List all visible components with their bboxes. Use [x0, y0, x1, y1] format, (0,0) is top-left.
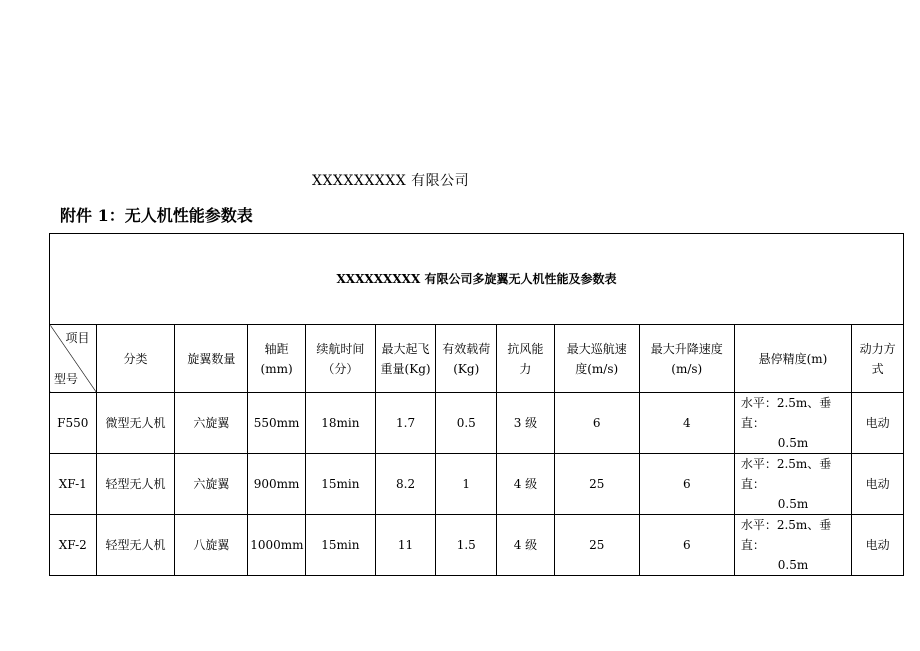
- cell-payload: 0.5: [436, 393, 497, 454]
- header-wind-resistance: [497, 325, 555, 393]
- hover-line-2: 0.5m: [777, 497, 809, 511]
- cell-payload: 1.5: [436, 515, 497, 576]
- cell-wheelbase: 550mm: [248, 393, 306, 454]
- cell-power: 电动: [852, 515, 904, 576]
- header-text: 最大巡航速: [566, 341, 627, 356]
- header-cruise-speed: [554, 325, 639, 393]
- header-text: (Kg): [453, 361, 480, 376]
- cell-cruise: 25: [554, 515, 639, 576]
- table-row: [50, 515, 904, 576]
- cell-climb: 4: [639, 393, 734, 454]
- header-payload: [436, 325, 497, 393]
- attachment-title: 附件 1：无人机性能参数表: [60, 206, 253, 225]
- header-text: 悬停精度(m): [758, 351, 828, 366]
- cell-takeoff-weight: 11: [375, 515, 436, 576]
- header-wheelbase: [248, 325, 306, 393]
- diagonal-header-cell: [50, 325, 97, 393]
- cell-wheelbase: 900mm: [248, 454, 306, 515]
- header-category: [96, 325, 175, 393]
- cell-cruise: 6: [554, 393, 639, 454]
- cell-takeoff-weight: 8.2: [375, 454, 436, 515]
- cell-hover: [734, 393, 851, 454]
- header-climb-speed: [639, 325, 734, 393]
- header-text: （分）: [322, 361, 359, 376]
- uav-spec-table: [49, 233, 904, 576]
- cell-climb: 6: [639, 515, 734, 576]
- header-power: [852, 325, 904, 393]
- model-label: 型号: [54, 372, 79, 386]
- header-text: 有效载荷: [442, 341, 491, 356]
- cell-payload: 1: [436, 454, 497, 515]
- cell-power: 电动: [852, 454, 904, 515]
- cell-hover: [734, 515, 851, 576]
- header-endurance: [305, 325, 375, 393]
- cell-wheelbase: 1000mm: [248, 515, 306, 576]
- cell-category: 轻型无人机: [96, 515, 175, 576]
- cell-rotors: 六旋翼: [175, 454, 248, 515]
- header-text: 分类: [123, 351, 148, 366]
- cell-model: F550: [50, 393, 97, 454]
- cell-endurance: 15min: [305, 515, 375, 576]
- header-row: [50, 325, 904, 393]
- cell-wind: 4 级: [497, 454, 555, 515]
- hover-line-2: 0.5m: [777, 558, 809, 572]
- cell-climb: 6: [639, 454, 734, 515]
- cell-takeoff-weight: 1.7: [375, 393, 436, 454]
- header-text: 动力方: [859, 341, 896, 356]
- cell-model: XF-2: [50, 515, 97, 576]
- item-label: 项目: [65, 331, 90, 345]
- header-text: 抗风能: [507, 341, 544, 356]
- header-text: 度(m/s): [575, 361, 619, 376]
- header-text: 最大升降速度: [650, 341, 723, 356]
- cell-wind: 3 级: [497, 393, 555, 454]
- hover-line-1: 水平：2.5m、垂直：: [740, 396, 832, 430]
- header-text: 续航时间: [316, 341, 365, 356]
- hover-line-1: 水平：2.5m、垂直：: [740, 518, 832, 552]
- cell-hover: [734, 454, 851, 515]
- header-text: 式: [871, 361, 884, 376]
- cell-wind: 4 级: [497, 515, 555, 576]
- header-text: (m/s): [671, 361, 703, 376]
- header-text: 力: [519, 361, 532, 376]
- cell-model: XF-1: [50, 454, 97, 515]
- header-text: 最大起飞: [381, 341, 430, 356]
- table-row: [50, 393, 904, 454]
- cell-rotors: 八旋翼: [175, 515, 248, 576]
- company-header: XXXXXXXXX 有限公司: [312, 173, 470, 189]
- header-takeoff-weight: [375, 325, 436, 393]
- cell-endurance: 15min: [305, 454, 375, 515]
- cell-endurance: 18min: [305, 393, 375, 454]
- cell-category: 轻型无人机: [96, 454, 175, 515]
- cell-category: 微型无人机: [96, 393, 175, 454]
- header-rotors: [175, 325, 248, 393]
- table-title: XXXXXXXXX 有限公司多旋翼无人机性能及参数表: [50, 234, 904, 325]
- hover-line-1: 水平：2.5m、垂直：: [740, 457, 832, 491]
- table-row: [50, 454, 904, 515]
- cell-cruise: 25: [554, 454, 639, 515]
- cell-power: 电动: [852, 393, 904, 454]
- header-text: 旋翼数量: [187, 351, 236, 366]
- header-hover-accuracy: [734, 325, 851, 393]
- header-text: 轴距(mm): [260, 341, 293, 376]
- cell-rotors: 六旋翼: [175, 393, 248, 454]
- hover-line-2: 0.5m: [777, 436, 809, 450]
- header-text: 重量(Kg): [380, 361, 431, 376]
